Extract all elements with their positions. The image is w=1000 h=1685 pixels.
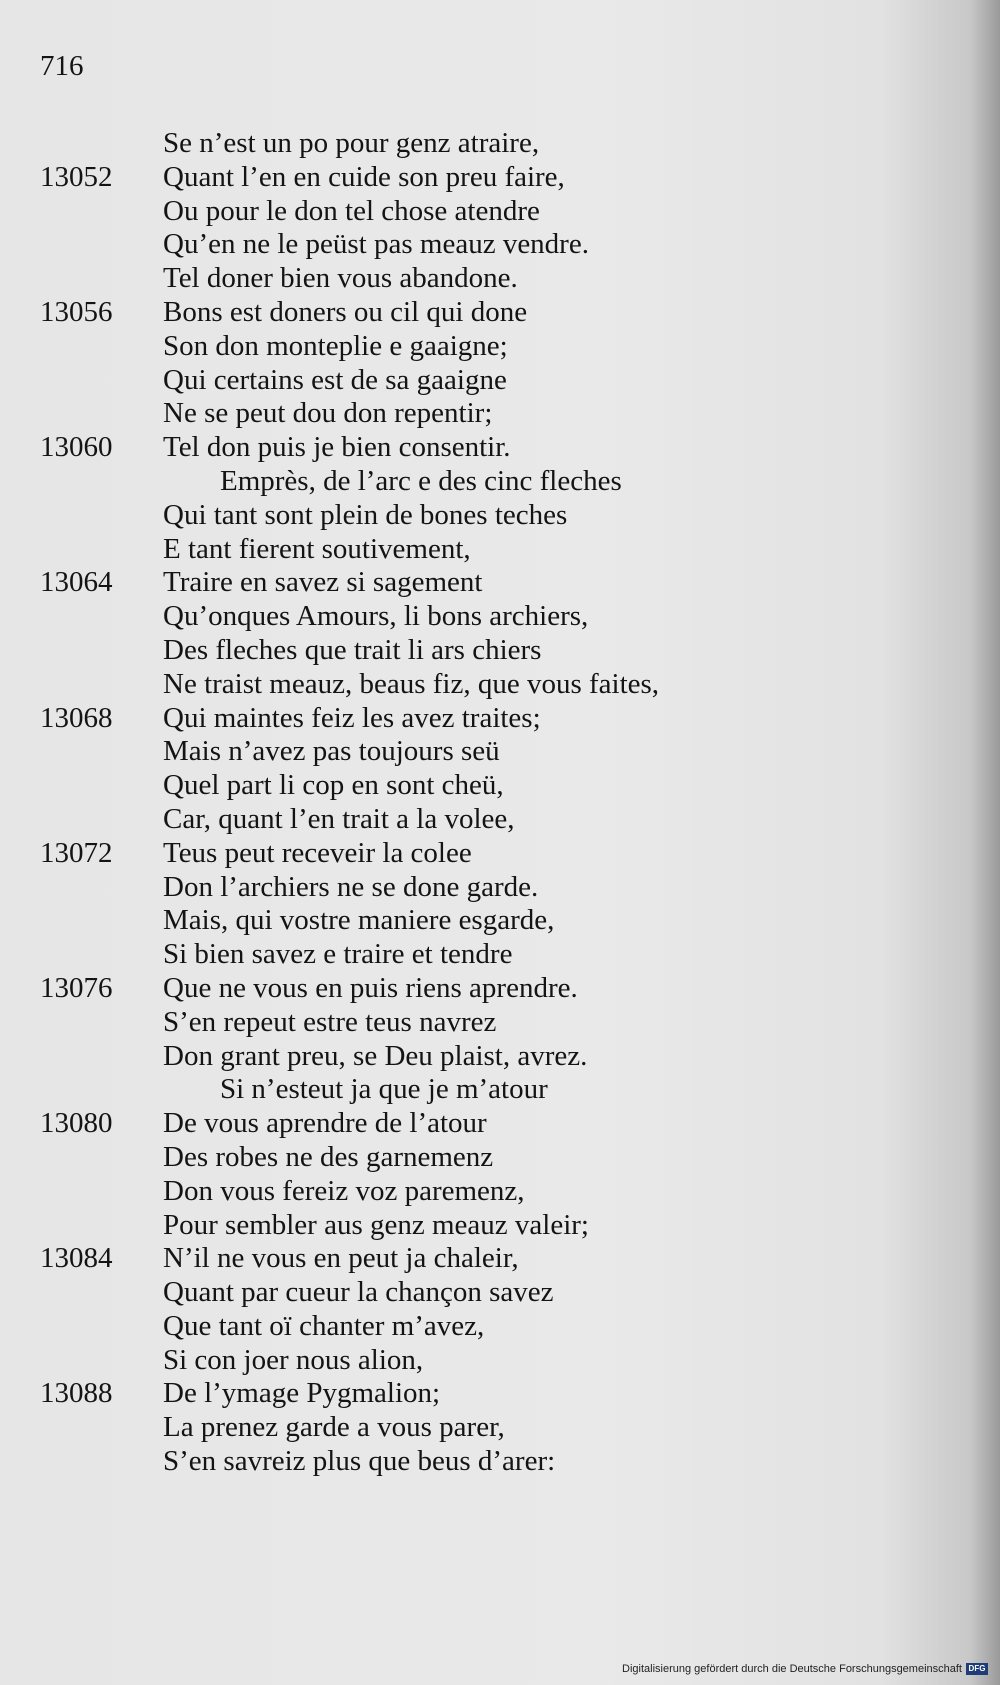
line-text: Qui tant sont plein de bones teches — [163, 498, 568, 531]
verse-line — [0, 735, 1000, 769]
line-number: 13064 — [40, 566, 113, 599]
line-text: Des fleches que trait li ars chiers — [163, 633, 542, 666]
verse-line — [0, 397, 1000, 431]
verse-line — [0, 1107, 1000, 1141]
line-text: Pour sembler aus genz meauz valeir; — [163, 1208, 589, 1241]
verse-line — [0, 871, 1000, 905]
verse-line — [0, 837, 1000, 871]
line-number: 13072 — [40, 836, 113, 869]
line-text: Qui certains est de sa gaaigne — [163, 363, 507, 396]
line-text: Ne traist meauz, beaus fiz, que vous faites, — [163, 667, 660, 700]
verse-line — [0, 634, 1000, 668]
line-text: Si bien savez e traire et tendre — [163, 938, 513, 971]
line-text: Qui maintes feiz les avez traites; — [163, 701, 541, 734]
verse-line — [0, 195, 1000, 229]
line-text: Don l’archiers ne se done garde. — [163, 870, 539, 903]
line-text: De vous aprendre de l’atour — [163, 1107, 487, 1140]
line-number: 13068 — [40, 701, 113, 734]
verse-line — [0, 431, 1000, 465]
verse-line — [0, 1175, 1000, 1209]
line-text: Tel doner bien vous abandone. — [163, 262, 518, 295]
line-text: S’en savreiz plus que beus d’arer: — [163, 1445, 556, 1478]
verse-line — [0, 803, 1000, 837]
line-text: Mais, qui vostre maniere esgarde, — [163, 904, 555, 937]
line-text: Traire en savez si sagement — [163, 566, 483, 599]
line-text: Bons est doners ou cil qui done — [163, 295, 528, 328]
verse-line — [0, 499, 1000, 533]
verse-line — [0, 262, 1000, 296]
line-number: 13052 — [40, 160, 113, 193]
line-text: Car, quant l’en trait a la volee, — [163, 802, 515, 835]
verse-line — [0, 1242, 1000, 1276]
verse-line — [0, 1040, 1000, 1074]
line-text: De l’ymage Pygmalion; — [163, 1377, 441, 1410]
verse-block — [0, 127, 1000, 1479]
line-number: 13076 — [40, 971, 113, 1004]
line-text: Qu’en ne le peüst pas meauz vendre. — [163, 228, 589, 261]
verse-line — [0, 533, 1000, 567]
line-text: Don vous fereiz voz paremenz, — [163, 1174, 525, 1207]
page-number: 716 — [40, 50, 84, 82]
line-text: S’en repeut estre teus navrez — [163, 1005, 497, 1038]
verse-line — [0, 330, 1000, 364]
verse-line — [0, 127, 1000, 161]
line-number: 13088 — [40, 1377, 113, 1410]
line-number: 13080 — [40, 1107, 113, 1140]
line-text: N’il ne vous en peut ja chaleir, — [163, 1242, 519, 1275]
verse-line — [0, 1377, 1000, 1411]
line-text: Mais n’avez pas toujours seü — [163, 735, 500, 768]
verse-line — [0, 1073, 1000, 1107]
line-text: Que tant oï chanter m’avez, — [163, 1309, 485, 1342]
verse-line — [0, 1141, 1000, 1175]
verse-line — [0, 938, 1000, 972]
verse-line — [0, 1209, 1000, 1243]
verse-line — [0, 161, 1000, 195]
line-text: Quant par cueur la chançon savez — [163, 1276, 554, 1309]
verse-line — [0, 1310, 1000, 1344]
line-text: Emprès, de l’arc e des cinc fleches — [220, 464, 622, 497]
footer — [622, 1663, 988, 1675]
verse-line — [0, 1006, 1000, 1040]
line-text: Des robes ne des garnemenz — [163, 1140, 494, 1173]
verse-line — [0, 228, 1000, 262]
line-text: Don grant preu, se Deu plaist, avrez. — [163, 1039, 588, 1072]
verse-line — [0, 1344, 1000, 1378]
verse-line — [0, 702, 1000, 736]
verse-line — [0, 465, 1000, 499]
line-text: Ou pour le don tel chose atendre — [163, 194, 540, 227]
dfg-logo-icon: DFG — [966, 1663, 988, 1675]
line-text: Si n’esteut ja que je m’atour — [220, 1073, 548, 1106]
line-text: E tant fierent soutivement, — [163, 532, 471, 565]
verse-line — [0, 1445, 1000, 1479]
verse-line — [0, 566, 1000, 600]
verse-line — [0, 972, 1000, 1006]
verse-line — [0, 1276, 1000, 1310]
line-text: Ne se peut dou don repentir; — [163, 397, 493, 430]
line-number: 13084 — [40, 1242, 113, 1275]
line-text: Si con joer nous alion, — [163, 1343, 424, 1376]
verse-line — [0, 769, 1000, 803]
line-text: Qu’onques Amours, li bons archiers, — [163, 600, 589, 633]
footer-credit: Digitalisierung gefördert durch die Deutsche Forschungsgemeinschaft — [622, 1663, 962, 1675]
line-number: 13060 — [40, 431, 113, 464]
verse-line — [0, 668, 1000, 702]
line-text: Teus peut receveir la colee — [163, 836, 472, 869]
line-text: Son don monteplie e gaaigne; — [163, 329, 508, 362]
line-text: La prenez garde a vous parer, — [163, 1411, 505, 1444]
verse-line — [0, 1411, 1000, 1445]
line-text: Quel part li cop en sont cheü, — [163, 769, 504, 802]
line-text: Se n’est un po pour genz atraire, — [163, 127, 540, 159]
verse-line — [0, 600, 1000, 634]
line-text: Que ne vous en puis riens aprendre. — [163, 971, 578, 1004]
line-number: 13056 — [40, 295, 113, 328]
verse-line — [0, 296, 1000, 330]
verse-line — [0, 904, 1000, 938]
line-text: Quant l’en en cuide son preu faire, — [163, 160, 565, 193]
line-text: Tel don puis je bien consentir. — [163, 431, 511, 464]
verse-line — [0, 364, 1000, 398]
